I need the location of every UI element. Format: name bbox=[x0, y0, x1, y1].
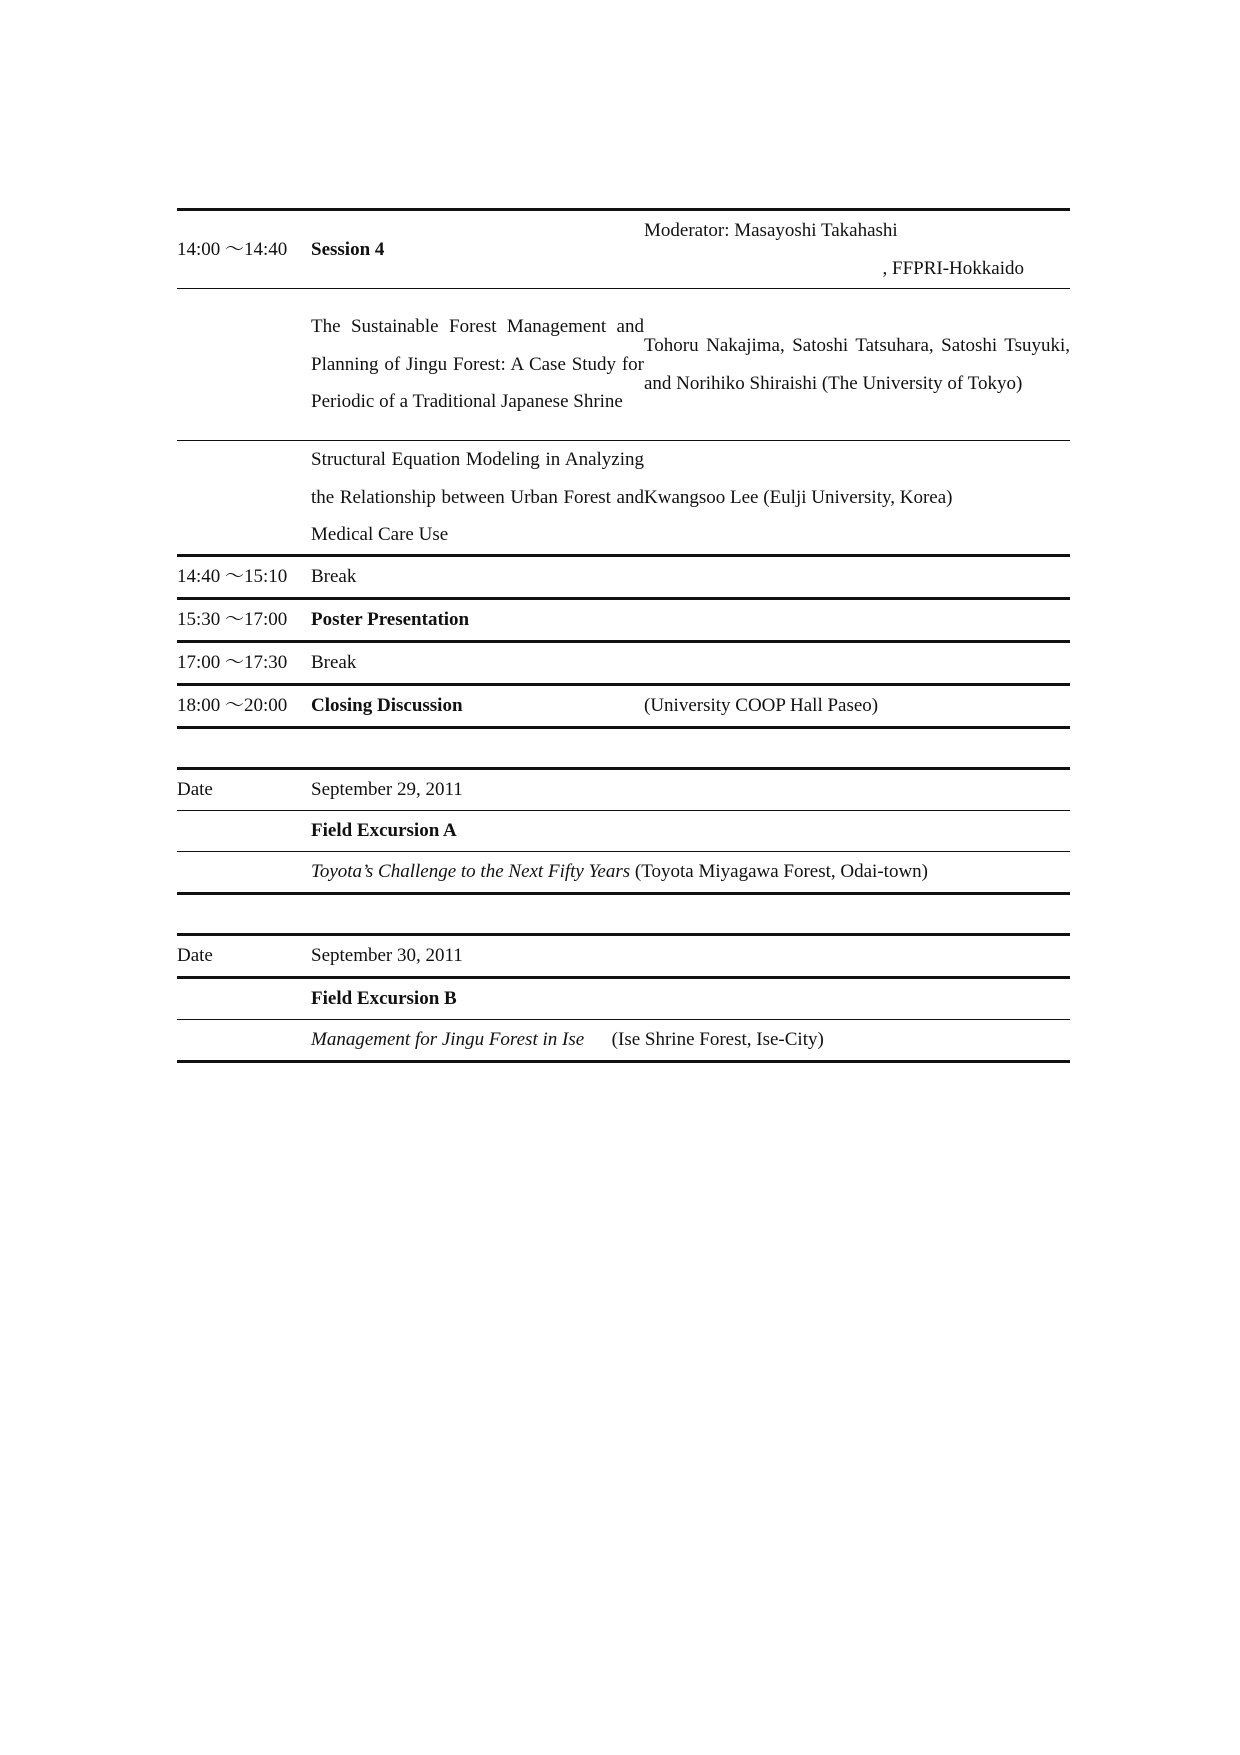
talk-row bbox=[177, 289, 1070, 441]
empty-cell bbox=[177, 978, 311, 1020]
item-time: 18:00 ～20:00 bbox=[177, 685, 311, 728]
talk-time-empty bbox=[177, 441, 311, 556]
excursion-topic-cell bbox=[311, 1020, 1070, 1062]
item-time: 15:30 ～17:00 bbox=[177, 599, 311, 642]
excursion-title: Field Excursion A bbox=[311, 811, 1070, 852]
talk-title: Structural Equation Modeling in Analyzing the Relationship between Urban Forest and Medical Care Use bbox=[311, 441, 644, 556]
talk-authors: Tohoru Nakajima, Satoshi Tatsuhara, Satoshi Tsuyuki, and Norihiko Shiraishi (The University of Tokyo) bbox=[644, 289, 1070, 441]
date-label: Date bbox=[177, 935, 311, 978]
moderator-name: Moderator: Masayoshi Takahashi bbox=[644, 220, 898, 241]
talk-title: The Sustainable Forest Management and Planning of Jingu Forest: A Case Study for Periodic of a Traditional Japanese Shrine bbox=[311, 289, 644, 441]
program-document bbox=[177, 208, 1070, 1063]
item-title: Break bbox=[311, 556, 644, 599]
excursion-date: September 30, 2011 bbox=[311, 935, 1070, 978]
date-label: Date bbox=[177, 769, 311, 811]
item-note bbox=[644, 599, 1070, 642]
excursion-title-row bbox=[177, 811, 1070, 852]
excursion-topic: Management for Jingu Forest in Ise bbox=[311, 1029, 585, 1051]
excursion-b-table bbox=[177, 933, 1070, 1063]
item-note bbox=[644, 642, 1070, 685]
excursion-topic-row bbox=[177, 852, 1070, 894]
empty-cell bbox=[177, 1020, 311, 1062]
schedule-item-row bbox=[177, 599, 1070, 642]
schedule-item-row bbox=[177, 556, 1070, 599]
excursion-a-table bbox=[177, 767, 1070, 895]
schedule-item-row bbox=[177, 642, 1070, 685]
empty-cell bbox=[177, 852, 311, 894]
talk-row bbox=[177, 441, 1070, 556]
session-row bbox=[177, 210, 1070, 289]
session-time: 14:00 ～14:40 bbox=[177, 210, 311, 289]
excursion-location: (Ise Shrine Forest, Ise-City) bbox=[611, 1029, 824, 1051]
session-moderator bbox=[644, 210, 1070, 289]
schedule-item-row bbox=[177, 685, 1070, 728]
talk-time-empty bbox=[177, 289, 311, 441]
excursion-topic-row bbox=[177, 1020, 1070, 1062]
excursion-date-row bbox=[177, 769, 1070, 811]
empty-cell bbox=[177, 811, 311, 852]
session-schedule-table bbox=[177, 208, 1070, 729]
excursion-title-row bbox=[177, 978, 1070, 1020]
excursion-date: September 29, 2011 bbox=[311, 769, 1070, 811]
excursion-topic: Toyota’s Challenge to the Next Fifty Years bbox=[311, 861, 631, 883]
item-title: Closing Discussion bbox=[311, 685, 644, 728]
moderator-affiliation: , FFPRI-Hokkaido bbox=[882, 257, 1024, 279]
excursion-location: (Toyota Miyagawa Forest, Odai-town) bbox=[634, 861, 928, 883]
item-title: Break bbox=[311, 642, 644, 685]
excursion-date-row bbox=[177, 935, 1070, 978]
excursion-title: Field Excursion B bbox=[311, 978, 1070, 1020]
item-title: Poster Presentation bbox=[311, 599, 644, 642]
item-note: (University COOP Hall Paseo) bbox=[644, 685, 1070, 728]
item-time: 17:00 ～17:30 bbox=[177, 642, 311, 685]
item-note bbox=[644, 556, 1070, 599]
item-time: 14:40 ～15:10 bbox=[177, 556, 311, 599]
excursion-topic-cell bbox=[311, 852, 1070, 894]
session-title: Session 4 bbox=[311, 210, 644, 289]
talk-authors: Kwangsoo Lee (Eulji University, Korea) bbox=[644, 441, 1070, 556]
